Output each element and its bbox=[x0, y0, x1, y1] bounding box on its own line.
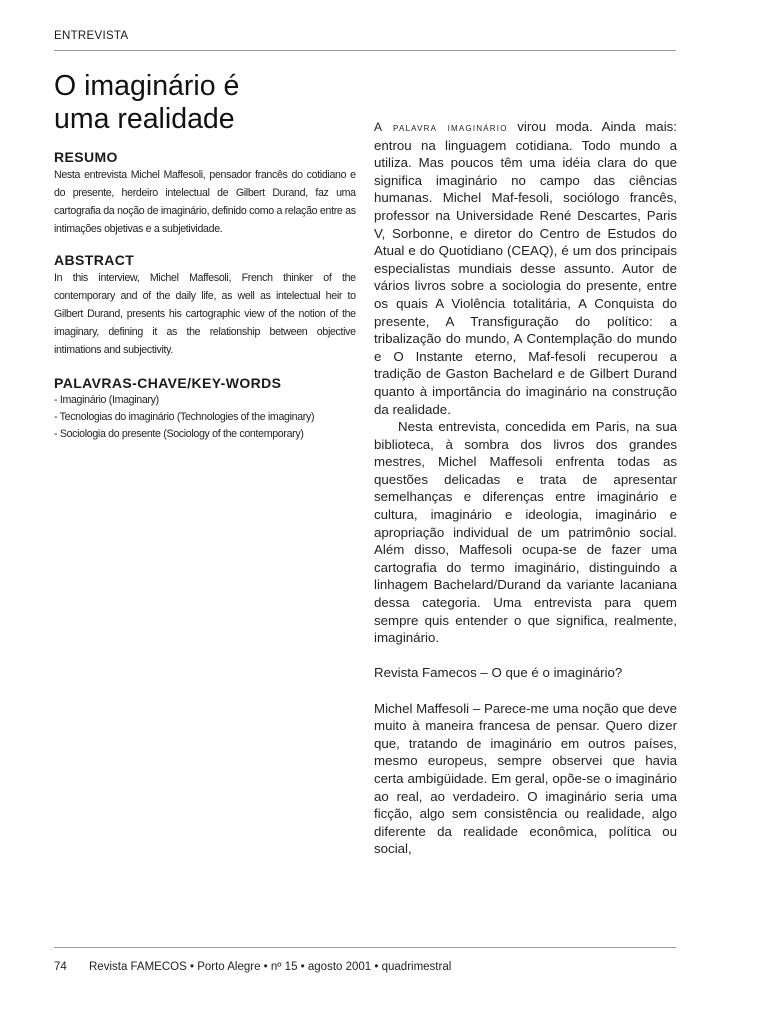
lead-words: A palavra imaginário bbox=[374, 120, 508, 134]
page-footer bbox=[54, 961, 451, 973]
keywords-heading: PALAVRAS-CHAVE/KEY-WORDS bbox=[54, 375, 282, 391]
resumo-heading: RESUMO bbox=[54, 149, 118, 165]
top-divider bbox=[54, 50, 676, 51]
section-label: ENTREVISTA bbox=[54, 30, 129, 42]
article-body bbox=[374, 118, 677, 858]
abstract-block bbox=[54, 252, 356, 359]
keyword-item: - Sociologia do presente (Sociology of the contemporary) bbox=[54, 428, 304, 440]
abstract-heading: ABSTRACT bbox=[54, 252, 135, 268]
keywords-list bbox=[54, 392, 356, 443]
title-line-1: O imaginário é bbox=[54, 70, 240, 102]
resumo-text: Nesta entrevista Michel Maffesoli, pensador francês do cotidiano e do presente, herdeiro intelectual de Gilbert Durand, faz uma cartografia da noção de imaginário, definido como a relação entre as intimações objetivas e a subjetividade. bbox=[54, 169, 356, 235]
abstract-text: In this interview, Michel Maffesoli, French thinker of the contemporary and of the daily life, as well as intelectual heir to Gilbert Durand, presents his cartographic view of the notion of the imaginary, defining it as the relationship between objective intimations and subjectivity. bbox=[54, 272, 356, 356]
title-line-2: uma realidade bbox=[54, 103, 235, 135]
bottom-divider bbox=[54, 947, 676, 948]
article-title bbox=[54, 70, 354, 136]
footer-citation: Revista FAMECOS • Porto Alegre • nº 15 • agosto 2001 • quadrimestral bbox=[89, 961, 452, 973]
page-number: 74 bbox=[54, 961, 67, 973]
resumo-block bbox=[54, 149, 356, 238]
keywords-block bbox=[54, 375, 356, 443]
interview-question: Revista Famecos – O que é o imaginário? bbox=[374, 665, 623, 681]
keyword-item: - Tecnologias do imaginário (Technologies of the imaginary) bbox=[54, 411, 315, 423]
intro-paragraph bbox=[374, 118, 677, 418]
interview-answer: Michel Maffesoli – Parece-me uma noção que deve muito à maneira francesa de pensar. Quero dizer que, tratando de imaginário em outros países, mesmo europeus, sempre observei que havia certa ambigüidade. Em geral, opõe-se o imaginário ao real, ao verdadeiro. O imaginário seria uma ficção, algo sem consistência ou realidade, algo diferente da realidade econômica, política ou social, bbox=[374, 700, 677, 857]
intro-text: virou moda. Ainda mais: entrou na linguagem cotidiana. Todo mundo a utiliza. Mas poucos têm uma idéia clara do que significa imaginário no campo das ciências humanas. Michel Maf-fesoli, sociólogo francês, professor na Universidade René Descartes, Paris V, Sorbonne, e diretor do Centro de Estudos do Atual e do Quotidiano (CEAQ), é um dos principais especialistas mundiais desse assunto. Autor de vários livros sobre a sociologia do presente, entre os quais A Violência totalitária, A Conquista do presente, A Transfiguração do político: a tribalização do mundo, A Contemplação do mundo e O Instante eterno, Maf-fesoli recuperou a tradição de Gaston Bachelard e de Gilbert Durand quanto à importância do imaginário na construção da realidade. bbox=[374, 119, 677, 417]
keyword-item: - Imaginário (Imaginary) bbox=[54, 394, 159, 406]
second-paragraph: Nesta entrevista, concedida em Paris, na sua biblioteca, à sombra dos livros dos grandes mestres, Michel Maffesoli enfrenta todas as questões delicadas e trata de apresentar semelhanças e diferenças entre imaginário e cultura, imaginário e ideologia, imaginário e apropriação individual de um patrimônio social. Além disso, Maffesoli ocupa-se de fazer uma cartografia do termo imaginário, distinguindo a linhagem Bachelard/Durand da variante lacaniana dessa categoria. Uma entrevista para quem sempre quis entender o que significa, realmente, imaginário. bbox=[374, 419, 677, 646]
